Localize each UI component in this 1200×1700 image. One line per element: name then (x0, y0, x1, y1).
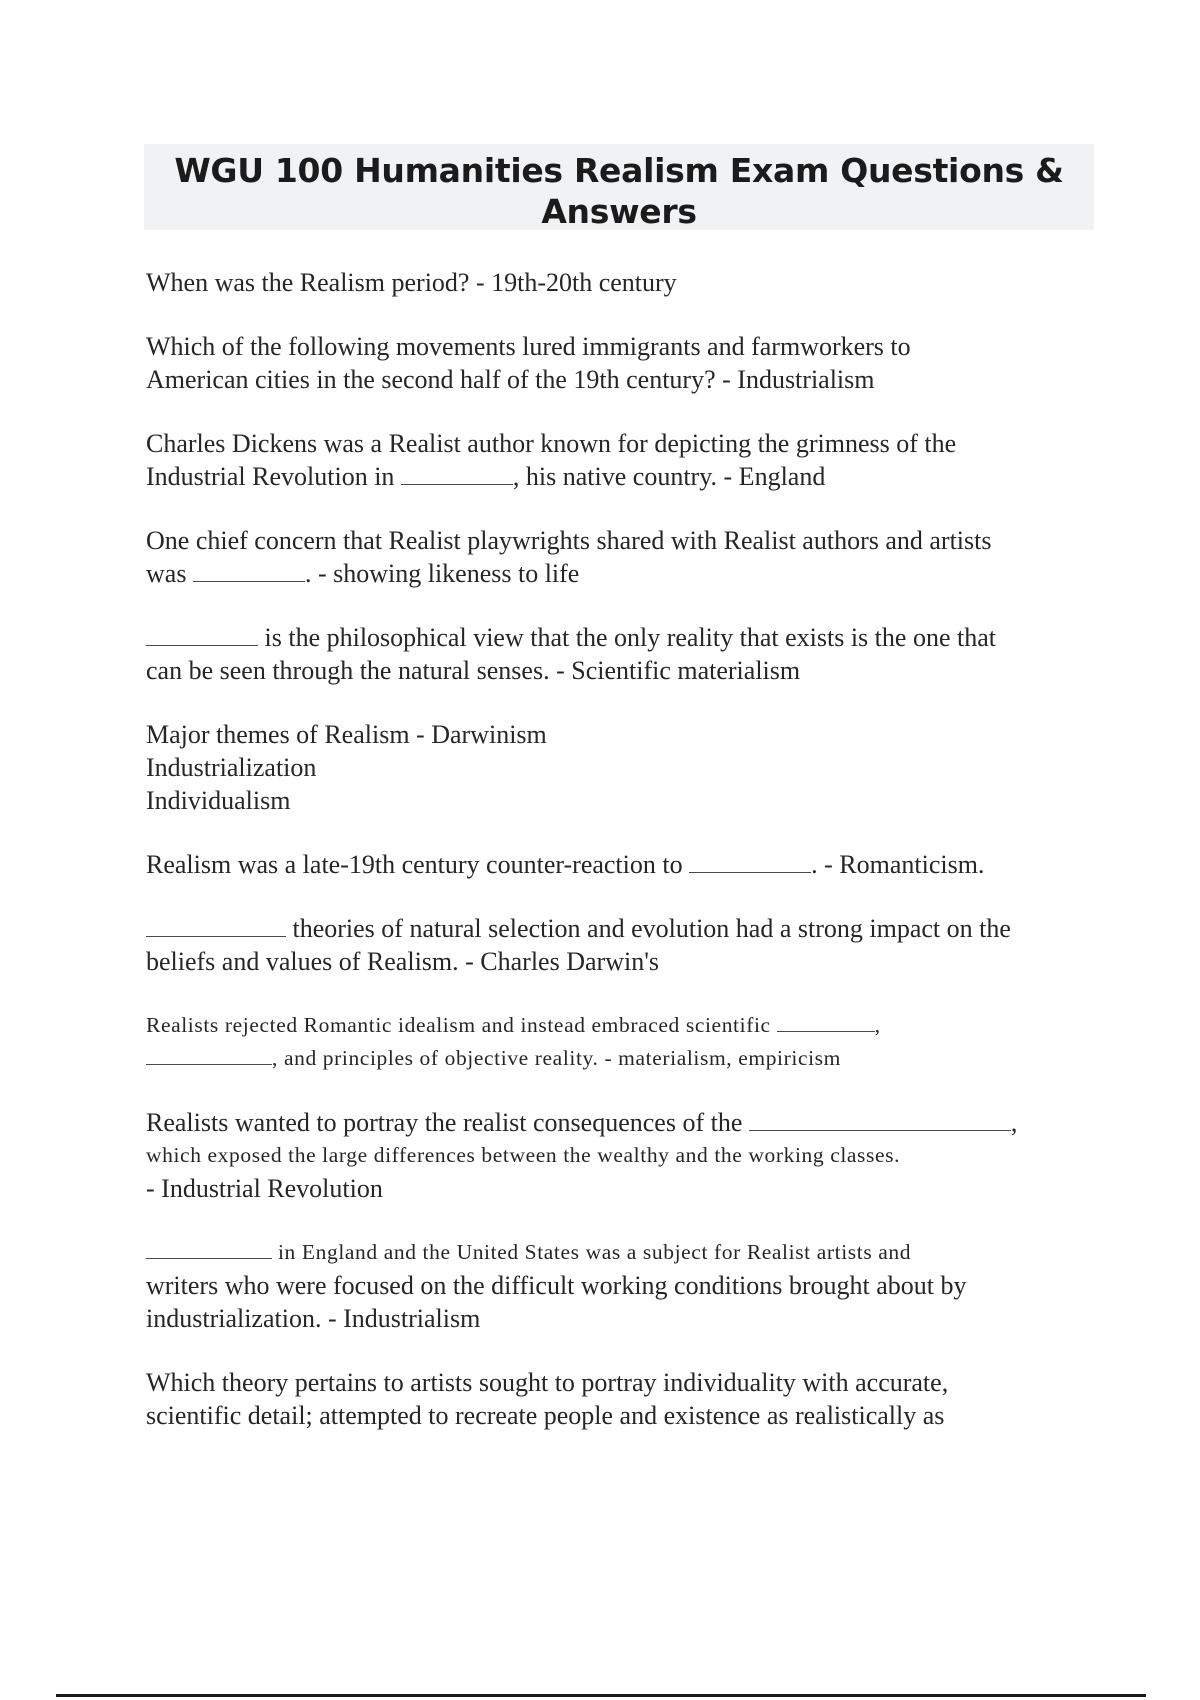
qa-line: Major themes of Realism - Darwinism (146, 720, 547, 749)
answer-blank (401, 462, 513, 485)
qa-text: . - showing likeness to life (304, 559, 580, 588)
qa-line: Charles Dickens was a Realist author known for depicting the grimness of the (146, 429, 957, 458)
qa-item (146, 621, 1096, 687)
answer-blank (146, 914, 286, 937)
qa-text: , (874, 1013, 881, 1037)
qa-text: Realism was a late-19th century counter-reaction to (146, 850, 683, 879)
qa-line: beliefs and values of Realism. - Charles Darwin's (146, 947, 659, 976)
qa-line: scientific detail; attempted to recreate people and existence as realistically as (146, 1401, 945, 1430)
qa-text: . - Romanticism. (811, 850, 985, 879)
title-band (144, 144, 1094, 230)
answer-blank (146, 1042, 272, 1065)
qa-item (146, 427, 1096, 493)
qa-line (146, 1106, 1096, 1139)
qa-item (146, 266, 1096, 299)
qa-line: - Industrial Revolution (146, 1174, 383, 1203)
qa-line: Industrialization (146, 753, 317, 782)
qa-text: Realists rejected Romantic idealism and instead embraced scientific (146, 1013, 771, 1037)
qa-text: is the philosophical view that the only reality that exists is the one that (264, 623, 996, 652)
answer-blank (749, 1108, 1011, 1131)
qa-text: in England and the United States was a subject for Realist artists and (277, 1240, 912, 1264)
qa-line (146, 1009, 1096, 1042)
qa-line: industrialization. - Industrialism (146, 1304, 481, 1333)
qa-line: Which of the following movements lured immigrants and farmworkers to (146, 332, 911, 361)
footer-divider (56, 1694, 1146, 1697)
answer-blank (777, 1009, 875, 1032)
qa-line: One chief concern that Realist playwrights shared with Realist authors and artists (146, 526, 992, 555)
qa-line: writers who were focused on the difficult working conditions brought about by (146, 1271, 967, 1300)
page-title (144, 144, 1094, 232)
qa-line (146, 557, 1096, 590)
answer-blank (146, 623, 258, 646)
qa-item (146, 1009, 1096, 1075)
qa-line: Which theory pertains to artists sought to portray individuality with accurate, (146, 1368, 949, 1397)
qa-line: American cities in the second half of the 19th century? - Industrialism (146, 365, 875, 394)
qa-text: , and principles of objective reality. - materialism, empiricism (272, 1046, 841, 1070)
qa-line (146, 912, 1096, 945)
answer-blank (689, 850, 811, 873)
qa-text: theories of natural selection and evolution had a strong impact on the (292, 914, 1011, 943)
qa-item (146, 912, 1096, 978)
qa-item (146, 1106, 1096, 1205)
qa-line (146, 848, 1096, 881)
qa-item (146, 718, 1096, 817)
qa-item (146, 848, 1096, 881)
answer-blank (193, 559, 305, 582)
qa-line (146, 1236, 1096, 1269)
qa-text: Realists wanted to portray the realist consequences of the (146, 1108, 743, 1137)
qa-line: can be seen through the natural senses. - Scientific materialism (146, 656, 801, 685)
qa-list (146, 266, 1096, 1463)
title-line-2: Answers (541, 192, 697, 231)
qa-text: was (146, 559, 187, 588)
answer-blank (146, 1236, 272, 1259)
qa-text: , (1010, 1108, 1018, 1137)
title-line-1: WGU 100 Humanities Realism Exam Questions & (174, 151, 1064, 190)
qa-line: When was the Realism period? - 19th-20th century (146, 268, 677, 297)
qa-line: which exposed the large differences between the wealthy and the working classes. (146, 1143, 901, 1167)
qa-line: Individualism (146, 786, 291, 815)
qa-item (146, 1236, 1096, 1335)
qa-item (146, 1366, 1096, 1432)
qa-item (146, 330, 1096, 396)
qa-text: , his native country. - England (512, 462, 826, 491)
qa-text: Industrial Revolution in (146, 462, 395, 491)
qa-line (146, 621, 1096, 654)
qa-line (146, 460, 1096, 493)
qa-line (146, 1042, 1096, 1075)
qa-item (146, 524, 1096, 590)
